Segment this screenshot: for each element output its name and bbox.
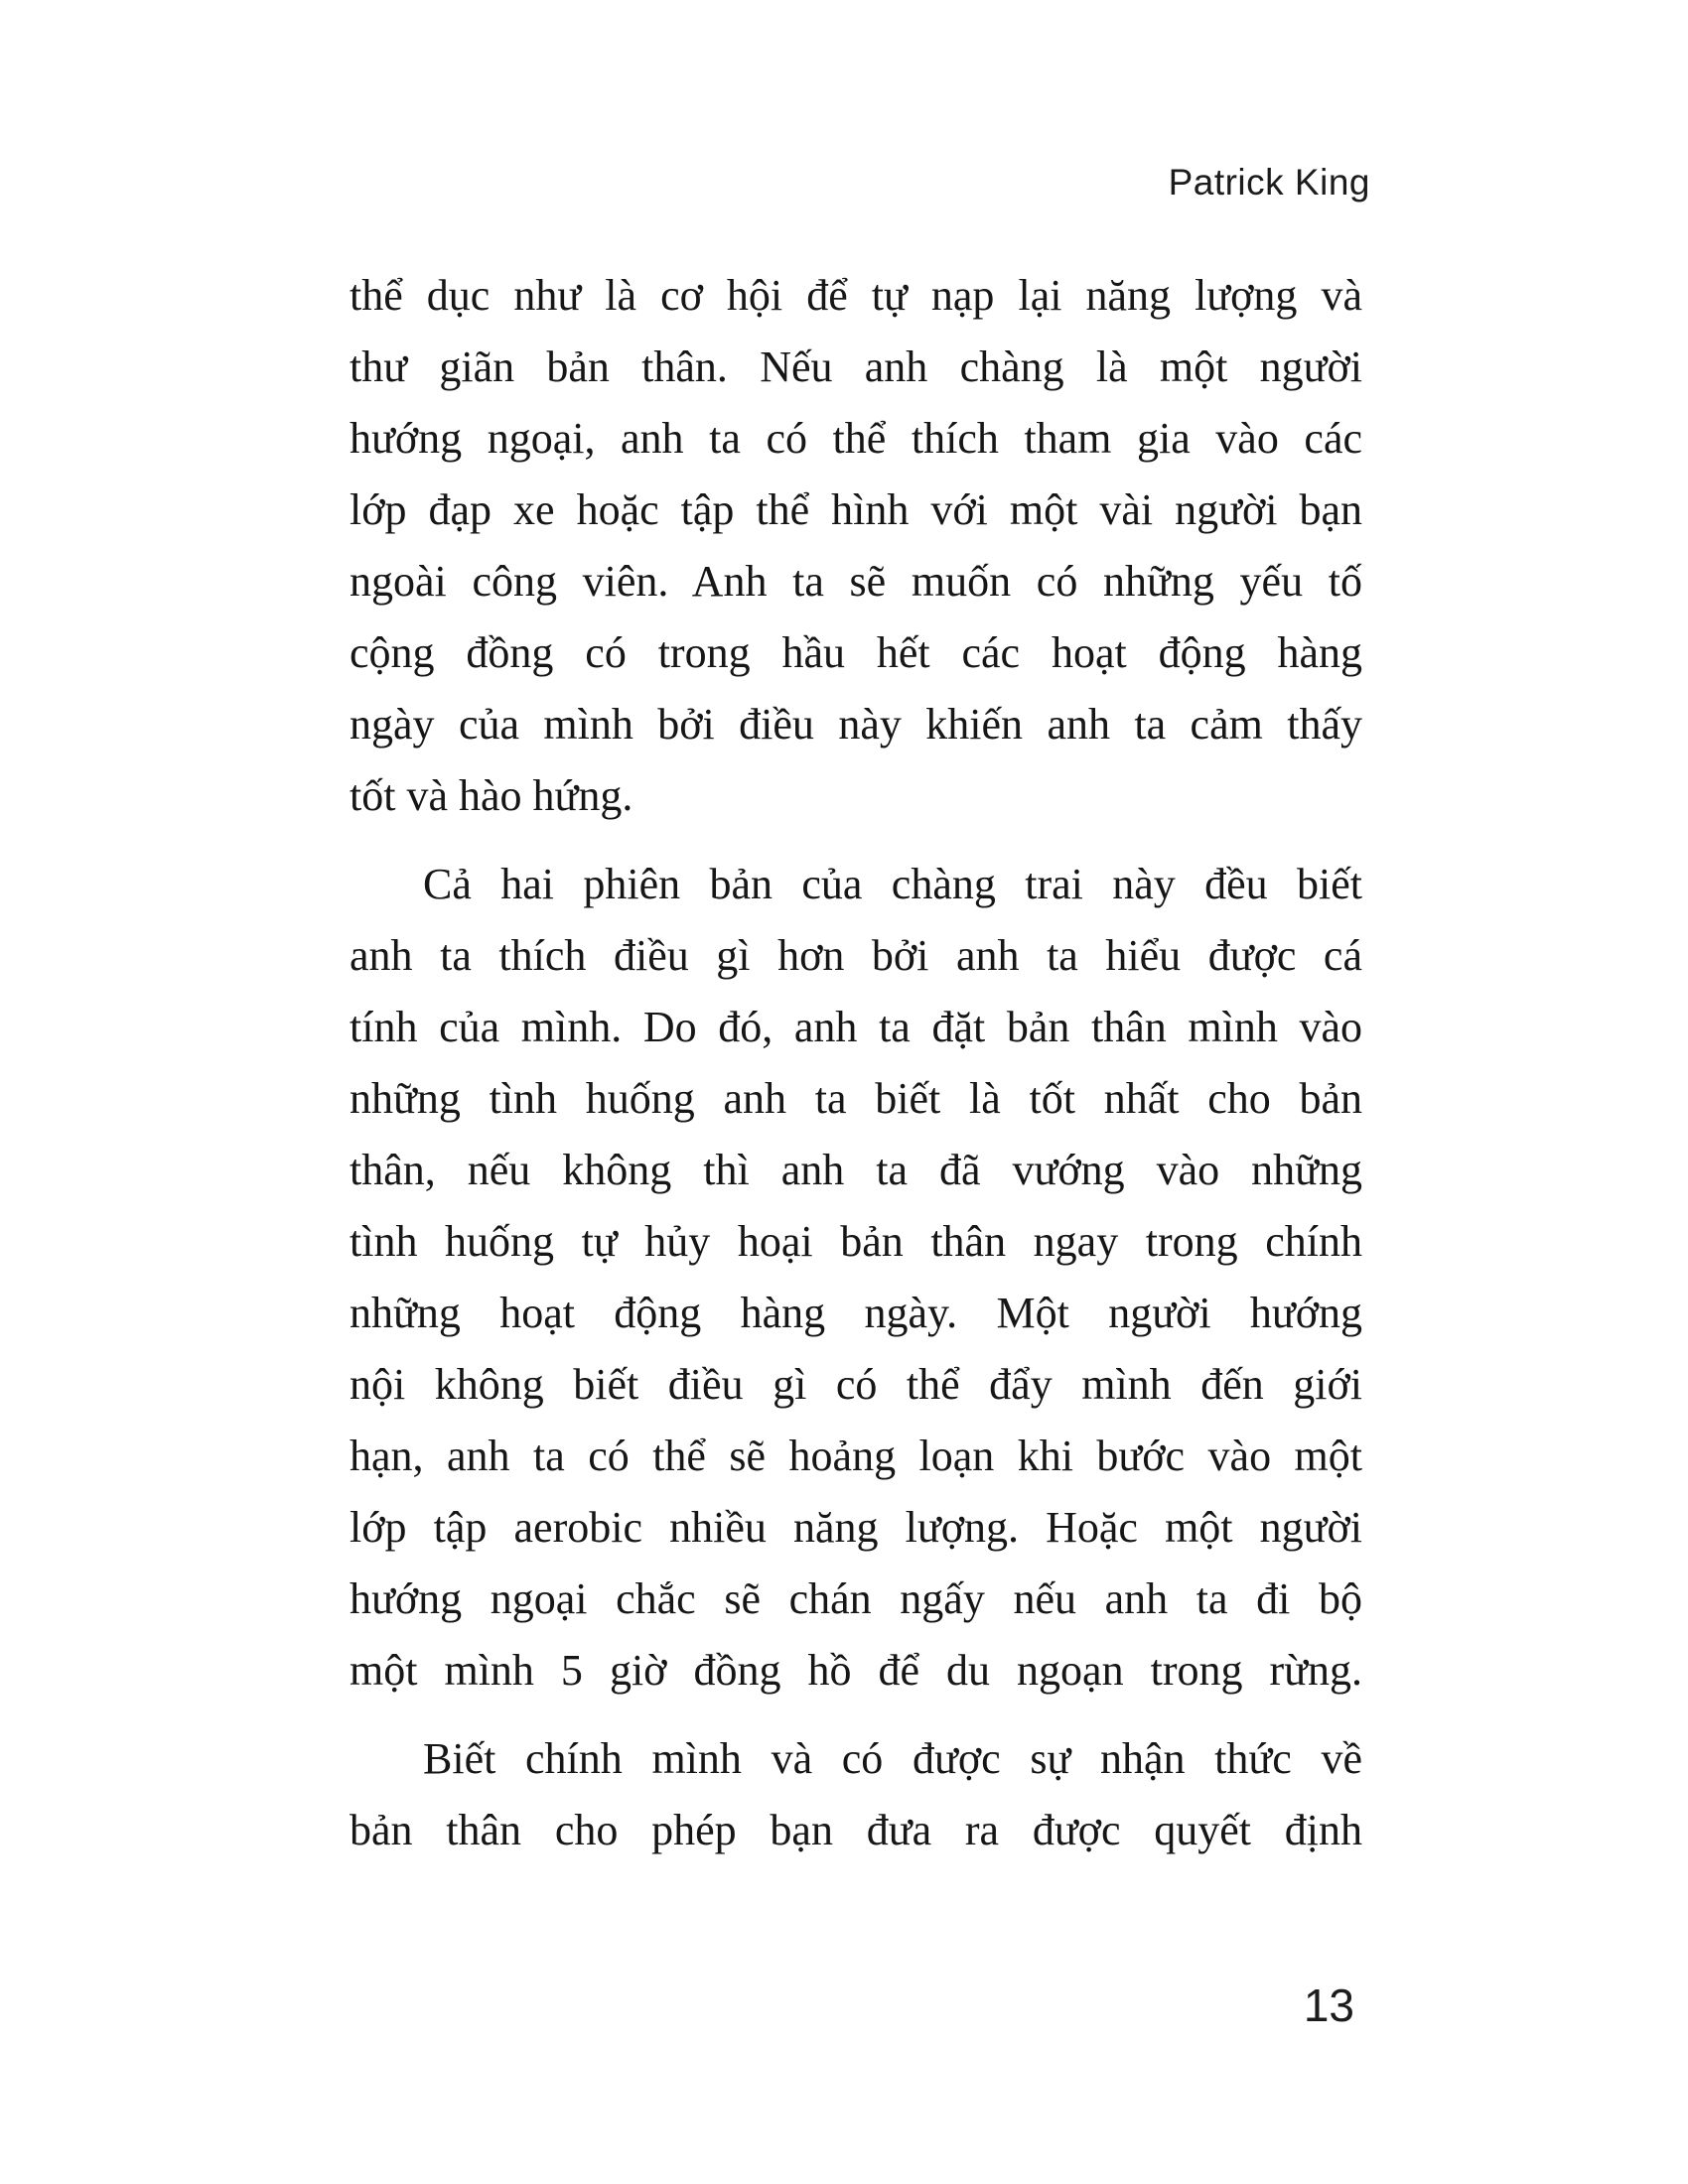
running-header: Patrick King	[1168, 162, 1370, 203]
text-line: Cả hai phiên bản của chàng trai này đều biết	[423, 860, 1362, 908]
text-line: một mình 5 giờ đồng hồ để du ngoạn trong rừng.	[350, 1646, 1362, 1695]
text-line: những tình huống anh ta biết là tốt nhất cho bản	[350, 1074, 1362, 1123]
text-line: lớp đạp xe hoặc tập thể hình với một vài người bạn	[350, 485, 1362, 534]
text-line: cộng đồng có trong hầu hết các hoạt động hàng	[350, 628, 1362, 677]
text-line: nội không biết điều gì có thể đẩy mình đến giới	[350, 1360, 1362, 1409]
text-line: tình huống tự hủy hoại bản thân ngay trong chính	[350, 1217, 1362, 1266]
text-line: hạn, anh ta có thể sẽ hoảng loạn khi bước vào một	[350, 1432, 1362, 1480]
page-number: 13	[1303, 1979, 1354, 2031]
text-line: những hoạt động hàng ngày. Một người hướng	[350, 1289, 1362, 1337]
text-line: tính của mình. Do đó, anh ta đặt bản thân mình vào	[350, 1003, 1362, 1051]
paragraph	[350, 849, 1362, 1706]
text-line: bản thân cho phép bạn đưa ra được quyết định	[350, 1806, 1362, 1854]
text-line: ngày của mình bởi điều này khiến anh ta cảm thấy	[350, 700, 1362, 749]
text-line: tốt và hào hứng.	[350, 771, 633, 820]
text-line: thân, nếu không thì anh ta đã vướng vào những	[350, 1146, 1362, 1194]
text-line: thể dục như là cơ hội để tự nạp lại năng lượng và	[350, 271, 1362, 320]
text-line: hướng ngoại, anh ta có thể thích tham gia vào các	[350, 414, 1362, 463]
page-body-text	[350, 260, 1362, 1866]
paragraph	[350, 260, 1362, 832]
text-line: Biết chính mình và có được sự nhận thức về	[423, 1734, 1362, 1783]
text-line: thư giãn bản thân. Nếu anh chàng là một người	[350, 342, 1362, 391]
text-line: lớp tập aerobic nhiều năng lượng. Hoặc một người	[350, 1503, 1362, 1552]
text-line: hướng ngoại chắc sẽ chán ngấy nếu anh ta đi bộ	[350, 1574, 1362, 1623]
text-line: ngoài công viên. Anh ta sẽ muốn có những yếu tố	[350, 557, 1362, 606]
paragraph	[350, 1723, 1362, 1866]
text-line: anh ta thích điều gì hơn bởi anh ta hiểu được cá	[350, 931, 1362, 980]
